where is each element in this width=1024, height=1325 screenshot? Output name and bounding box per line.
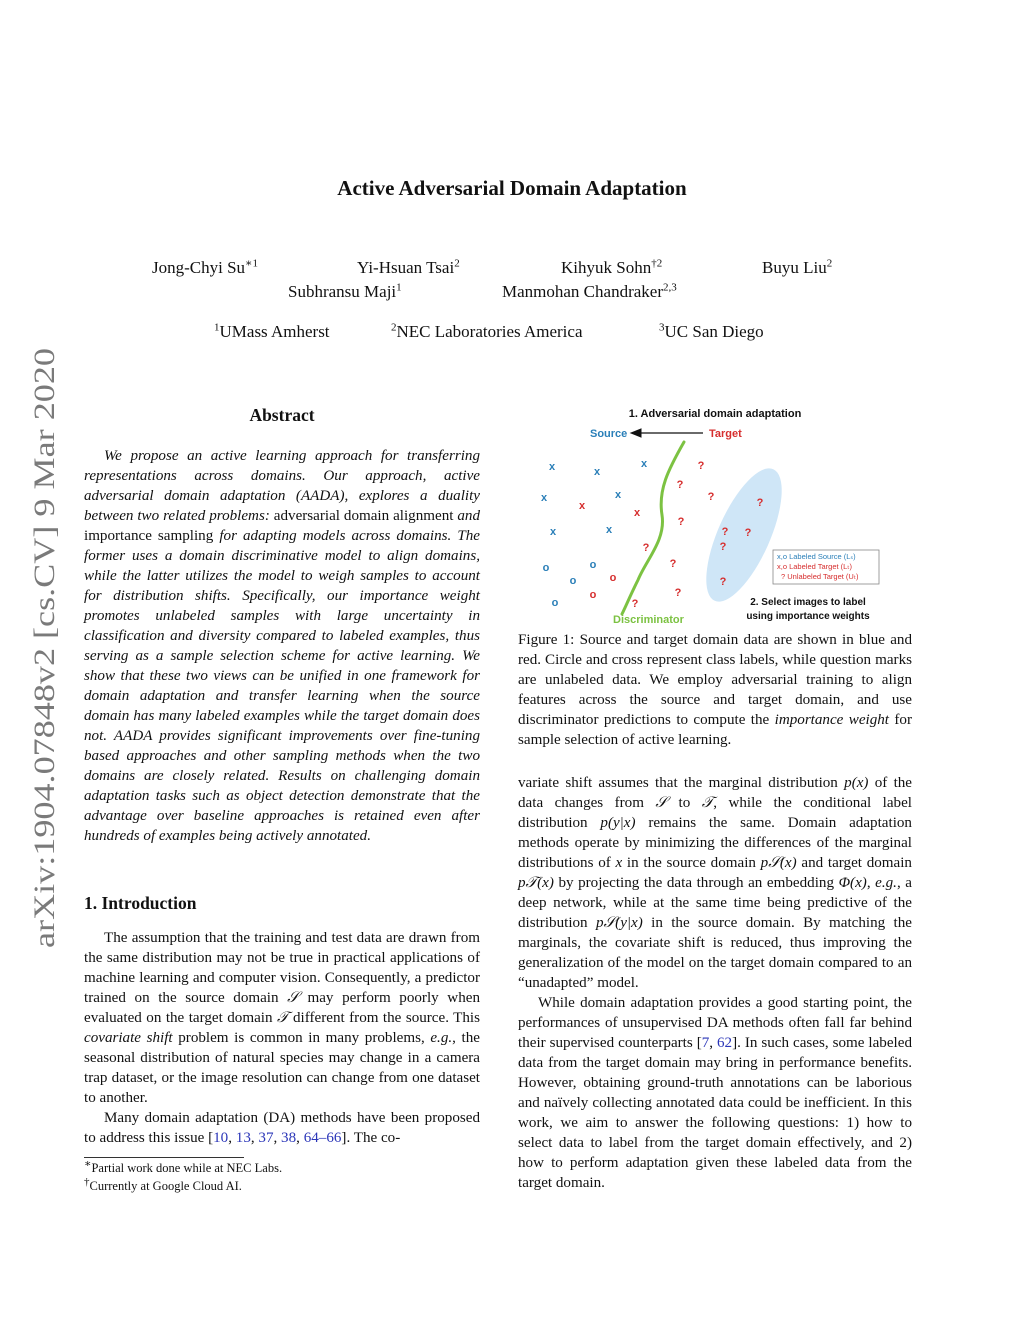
target-x-point: x: [633, 507, 641, 519]
source-o-point: o: [589, 559, 597, 571]
affiliation-3: $^3$UC San Diego: [659, 321, 764, 341]
intro-paragraph-1: The assumption that the training and test data are drawn from the same distribution may not be true in practical applications of machine learning and computer vision. Consequently, a predictor trained on the source domain 𝒮 may perform poorly when evaluated on the target domain 𝒯 different from the source. This covariate shift problem is common in many problems, e.g., the seasonal distribution of natural species may change in a camera trap dataset, or the image resolution can change from one dataset to another.: [84, 930, 481, 1106]
target-unlabeled-point: ?: [756, 497, 764, 509]
source-x-point: x: [549, 526, 557, 538]
intro-paragraph-2: Many domain adaptation (DA) methods have been proposed to address this issue [10, 13, 37, 38, 64–66]. The co-: [84, 1110, 480, 1146]
target-unlabeled-point: ?: [669, 558, 677, 570]
figure-step2-line1: 2. Select images to label: [750, 597, 866, 608]
intro-body: [84, 928, 480, 1148]
figure-legend: [773, 550, 879, 584]
author-5: Subhransu Maji$^1$: [288, 281, 402, 301]
figure-1-caption: Figure 1: Source and target domain data are shown in blue and red. Circle and cross represent class labels, while question marks are unlabeled data. We employ adversarial training to align features across the source and target domain, and use discriminator predictions to compute the importance weight for sample selection of active learning.: [518, 632, 912, 748]
target-unlabeled-point: ?: [744, 527, 752, 539]
legend-unlabeled: ? Unlabeled Target (Uₜ): [781, 572, 859, 581]
target-unlabeled-point: ?: [642, 542, 650, 554]
source-x-point: x: [614, 489, 622, 501]
arxiv-stamp: [14, 340, 66, 960]
figure-1: [518, 400, 912, 628]
legend-source: x,o Labeled Source (Lₛ): [777, 552, 856, 561]
author-6: Manmohan Chandraker$^{2,3}$: [502, 281, 677, 301]
target-unlabeled-point: ?: [677, 516, 685, 528]
author-1: Jong-Chyi $Su^{∗1}$: [152, 257, 259, 277]
legend-target: x,o Labeled Target (Lₜ): [777, 562, 853, 571]
right-column-body: [518, 773, 912, 1193]
figure-step1-title: 1. Adversarial domain adaptation: [628, 408, 802, 420]
figure-step2-line2: using importance weights: [746, 611, 870, 622]
citation-link[interactable]: 62: [717, 1035, 733, 1051]
affiliation-1: $^1$UMass Amherst: [214, 321, 330, 341]
intro-heading: 1. Introduction: [84, 893, 197, 913]
citation-link[interactable]: 37: [258, 1130, 274, 1146]
author-4: Buyu Liu$^2$: [762, 257, 833, 277]
abstract-heading: Abstract: [249, 405, 315, 425]
target-unlabeled-point: ?: [631, 598, 639, 610]
source-x-point: x: [548, 461, 556, 473]
citation-link[interactable]: 13: [235, 1130, 251, 1146]
paper-title: Active Adversarial Domain Adaptation: [337, 176, 687, 200]
target-unlabeled-point: ?: [674, 587, 682, 599]
target-x-point: x: [578, 500, 586, 512]
footnote-1: ∗Partial work done while at NEC Labs.: [84, 1157, 283, 1175]
target-o-point: o: [589, 589, 597, 601]
figure-discriminator-label: Discriminator: [613, 614, 684, 626]
source-x-point: x: [605, 524, 613, 536]
citation-link[interactable]: 38: [281, 1130, 297, 1146]
arxiv-stamp-text: arXiv:1904.07848v2 [cs.CV] 9 Mar 2020: [28, 449, 61, 948]
target-unlabeled-point: ?: [719, 541, 727, 553]
affiliation-2: $^2$NEC Laboratories America: [391, 321, 583, 341]
target-unlabeled-point: ?: [707, 491, 715, 503]
footnote-2: †Currently at Google Cloud AI.: [84, 1175, 242, 1193]
right-paragraph-2: While domain adaptation provides a good starting point, the performances of unsupervised DA methods often fall far behind their supervised counterparts [7, 62]. In such cases, some labeled data from the target domain may bring in performance benefits. However, obtaining ground-truth annotations can be laborious and naïvely collecting annotated data could be inefficient. In this work, we aim to answer the following questions: 1) how to select data to label from the target domain effectively, and 2) how to perform adaptation given these labeled data from the target domain.: [518, 995, 912, 1191]
author-2: Yi-Hsuan Tsai$^2$: [357, 257, 460, 277]
abstract-body: We propose an active learning approach for transferring representations across domains. Our approach, active adversarial domain adaptation (AADA), explores a duality between two related problems: adversarial domain alignment and importance sampling for adapting models across domains. The former uses a domain discriminative model to align domains, while the latter utilizes the model to weigh samples to account for distribution shifts. Specifically, our importance weight promotes unlabeled samples with large uncertainty in classification and diversity compared to labeled examples, thus serving as a sample selection scheme for active learning. We show that these two views can be unified in one framework for domain adaptation and transfer learning when the source domain has many labeled examples while the target domain does not. AADA provides significant improvements over fine-tuning based approaches and other sampling methods when the two domains are closely related. Results on challenging domain adaptation tasks such as object detection demonstrate that the advantage over baseline approaches is retained even after hundreds of examples being actively annotated.: [84, 448, 481, 844]
source-o-point: o: [551, 597, 559, 609]
figure-target-label: Target: [709, 428, 742, 440]
target-o-point: o: [609, 572, 617, 584]
target-unlabeled-point: ?: [719, 576, 727, 588]
source-o-point: o: [569, 575, 577, 587]
citation-link[interactable]: 64–66: [303, 1130, 342, 1146]
source-x-point: x: [540, 492, 548, 504]
footnote-rule: [84, 1157, 244, 1158]
right-paragraph-1: variate shift assumes that the marginal distribution p(x) of the data changes from 𝒮 to 𝒯, while the conditional label distribution p(y|x) remains the same. Domain adaptation methods operate by minimizing the differences of the marginal distributions of x in the source domain p𝒮(x) and target domain p𝒯(x) by projecting the data through an embedding Φ(x), e.g., a deep network, while at the same time being predictive of the distribution p𝒮(y|x) in the source domain. By matching the marginals, the covariate shift is reduced, thus improving the generalization of the model on the target domain compared to an “unadapted” model.: [518, 775, 913, 991]
source-x-point: x: [640, 458, 648, 470]
target-unlabeled-point: ?: [676, 479, 684, 491]
citation-link[interactable]: 10: [213, 1130, 229, 1146]
source-o-point: o: [542, 562, 550, 574]
figure-source-label: Source: [590, 428, 628, 440]
source-x-point: x: [593, 466, 601, 478]
target-unlabeled-point: ?: [721, 526, 729, 538]
citation-link[interactable]: 7: [701, 1035, 710, 1051]
author-3: Kihyuk Sohn$^{\dagger 2}$: [561, 257, 663, 277]
target-unlabeled-point: ?: [697, 460, 705, 472]
